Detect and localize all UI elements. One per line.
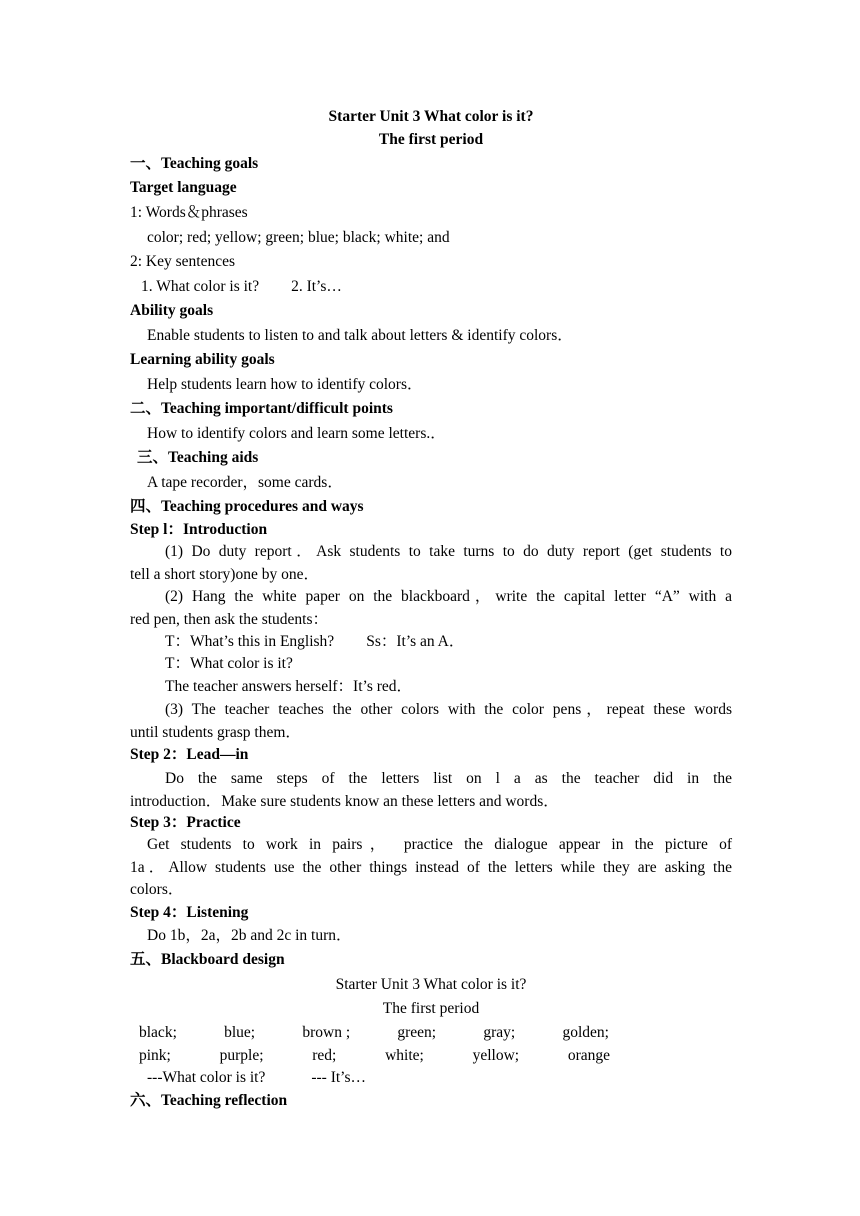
color-word: red; bbox=[312, 1047, 337, 1064]
step2-heading: Step 2：Lead—in bbox=[130, 746, 249, 763]
step3-heading: Step 3：Practice bbox=[130, 814, 241, 831]
blackboard-title: Starter Unit 3 What color is it? bbox=[335, 976, 527, 993]
learning-text: Help students learn how to identify colors． bbox=[147, 376, 423, 393]
step3-paragraph bbox=[130, 834, 732, 902]
step1-p2-line1: (2) Hang the white paper on the blackboard，write the capital letter “A” with a bbox=[165, 588, 732, 605]
step1-paragraph-2 bbox=[130, 586, 732, 631]
section-heading-reflection: 六、Teaching reflection bbox=[130, 1092, 288, 1109]
section-heading-procedures: 四、Teaching procedures and ways bbox=[130, 498, 364, 515]
ability-text: Enable students to listen to and talk about letters & identify colors． bbox=[147, 327, 573, 344]
color-word: orange bbox=[567, 1047, 610, 1064]
section-heading-points: 二、Teaching important/difficult points bbox=[130, 400, 393, 417]
color-word: yellow; bbox=[472, 1047, 520, 1064]
page-subtitle: The first period bbox=[378, 131, 484, 148]
dialog-line-2: T：What color is it? bbox=[165, 655, 293, 672]
blackboard-dialog bbox=[147, 1068, 749, 1088]
color-word: brown ; bbox=[302, 1024, 351, 1041]
blackboard-colors-row-2 bbox=[139, 1046, 610, 1066]
section-heading-blackboard: 五、Blackboard design bbox=[130, 951, 285, 968]
blackboard-question: ---What color is it? bbox=[147, 1069, 266, 1086]
section-heading-aids: 三、Teaching aids bbox=[137, 449, 259, 466]
step3-line1: Get students to work in pairs， practice the dialogue appear in the picture of bbox=[147, 836, 732, 853]
color-word: blue; bbox=[224, 1024, 256, 1041]
color-word: green; bbox=[397, 1024, 437, 1041]
step1-p2-line2: red pen, then ask the students： bbox=[130, 610, 329, 628]
step3-line2: 1a．Allow students use the other things instead of the letters while they are asking the bbox=[130, 858, 732, 876]
step1-p1-line2: tell a short story)one by one． bbox=[130, 565, 319, 583]
key-sentences-label: 2: Key sentences bbox=[130, 253, 236, 270]
step4-heading: Step 4：Listening bbox=[130, 904, 249, 921]
color-word: pink; bbox=[139, 1047, 171, 1064]
key-sentence-1: 1. What color is it? bbox=[141, 278, 260, 295]
blackboard-colors-row-1 bbox=[139, 1023, 609, 1043]
step1-p3-line2: until students grasp them． bbox=[130, 723, 301, 741]
subheading-ability-goals: Ability goals bbox=[130, 302, 214, 319]
aids-text: A tape recorder，some cards． bbox=[147, 474, 343, 491]
words-list: color; red; yellow; green; blue; black; white; and bbox=[147, 229, 450, 246]
key-sentence-2: 2. It’s… bbox=[291, 278, 342, 295]
color-word: black; bbox=[139, 1024, 177, 1041]
dialog-teacher-question: T：What’s this in English? bbox=[165, 633, 335, 650]
step2-paragraph bbox=[130, 768, 732, 813]
color-word: golden; bbox=[562, 1024, 609, 1041]
step3-line3: colors． bbox=[130, 881, 184, 898]
color-word: purple; bbox=[219, 1047, 264, 1064]
page-title: Starter Unit 3 What color is it? bbox=[328, 108, 534, 125]
step4-text: Do 1b，2a，2b and 2c in turn． bbox=[147, 927, 352, 944]
subheading-learning-ability-goals: Learning ability goals bbox=[130, 351, 275, 368]
color-word: white; bbox=[385, 1047, 424, 1064]
blackboard-subtitle: The first period bbox=[382, 1000, 480, 1017]
dialog-students-answer: Ss：It’s an A． bbox=[366, 633, 465, 650]
step1-heading: Step l：Introduction bbox=[130, 521, 268, 538]
step2-line2: introduction．Make sure students know an these letters and words． bbox=[130, 792, 559, 810]
dialog-line-1 bbox=[165, 632, 767, 652]
key-sentences bbox=[141, 277, 743, 297]
step1-p1-line1: (1) Do duty report．Ask students to take turns to do duty report (get students to bbox=[165, 543, 732, 560]
words-label: 1: Words＆phrases bbox=[130, 204, 248, 221]
step1-paragraph-1 bbox=[130, 541, 732, 586]
section-heading-goals: 一、Teaching goals bbox=[130, 155, 259, 172]
step1-p3-line1: (3) The teacher teaches the other colors with the color pens，repeat these words bbox=[165, 701, 732, 718]
points-text: How to identify colors and learn some letters.． bbox=[147, 425, 446, 442]
step2-line1: Do the same steps of the letters list on l a as the teacher did in the bbox=[165, 770, 732, 787]
teacher-answer: The teacher answers herself：It’s red． bbox=[165, 678, 413, 695]
subheading-target-language: Target language bbox=[130, 179, 237, 196]
blackboard-answer: --- It’s… bbox=[311, 1069, 367, 1086]
color-word: gray; bbox=[483, 1024, 516, 1041]
step1-paragraph-3 bbox=[130, 699, 732, 744]
